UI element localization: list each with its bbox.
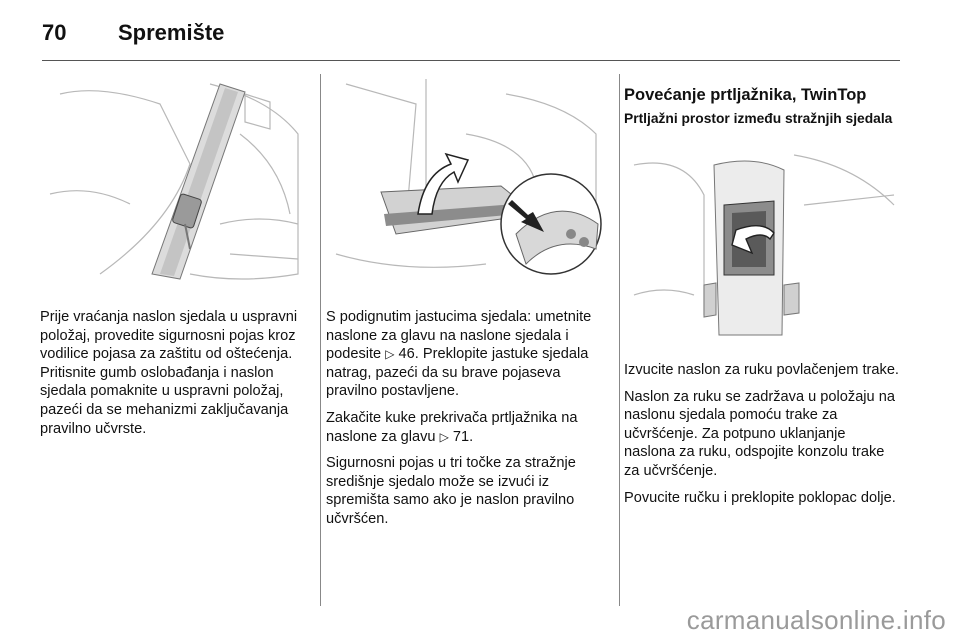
page-header [42, 20, 224, 52]
page-reference[interactable]: 46 [398, 346, 415, 363]
column-2 [326, 74, 608, 537]
paragraph: Prije vraćanja naslon sjedala u uspravni položaj, provedite sigurnosni pojas kroz vodilice pojasa za zaštitu od oštećenja. Pritisnite gumb oslobađanja i naslon sjedala pomaknite u uspravni položaj, pazeći da se mehanizmi zaključavanja pravilno učvrste. [40, 309, 298, 437]
page-reference[interactable]: 71 [452, 428, 470, 445]
paragraph: Izvucite naslon za ruku povlačenjem trake. [624, 362, 899, 378]
paragraph: Povucite ručku i preklopite poklopac dolje. [624, 489, 896, 506]
paragraph: S podignutim jastucima sjedala: umetnite naslone za glavu na naslone sjedala i podesite ▷ 46. Preklopite jastuke sjedala natrag, pazeći da su brave pojaseva pravilno postavljene. [326, 309, 592, 400]
subsection-heading: Prtljažni prostor između stražnjih sjedala [624, 111, 893, 126]
column-divider [619, 74, 620, 606]
page-reference-icon: ▷ [385, 347, 395, 362]
section-heading: Povećanje prtljažnika, TwinTop [624, 86, 867, 104]
watermark: carmanualsonline.info [686, 605, 946, 635]
armrest-illustration [624, 135, 898, 349]
page-title: Spremište [118, 20, 225, 45]
column-divider [320, 74, 321, 606]
paragraph: Sigurnosni pojas u tri točke za stražnje središnje sjedalo može se izvući iz spremišta samo ako je naslon pravilno učvršćen. [326, 455, 576, 527]
paragraph: Naslon za ruku se zadržava u položaju na naslonu sjedala pomoću trake za učvršćenje. Za potpuno uklanjanje naslona za ruku, odspojite konzolu trake za učvršćenje. [624, 388, 895, 479]
header-rule [42, 60, 900, 61]
column-1 [40, 74, 306, 446]
page-number: 70 [42, 20, 67, 45]
seatbelt-illustration [40, 74, 304, 290]
column-3 [624, 74, 900, 515]
page-reference-icon: ▷ [439, 429, 449, 444]
seat-cushion-illustration [326, 74, 606, 290]
paragraph: Zakačite kuke prekrivača prtljažnika na naslone za glavu ▷ 71. [326, 409, 578, 445]
